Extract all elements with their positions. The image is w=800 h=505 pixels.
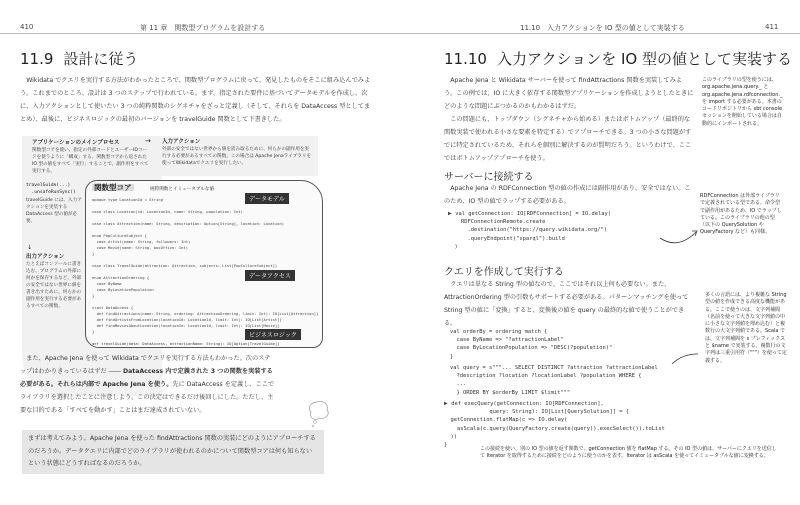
page-number-right: 411 xyxy=(765,23,779,31)
travel-call-text: travelGuide には、入力アクションを実装する DataAccess 型の値が必要。 xyxy=(26,197,82,224)
header-rule xyxy=(0,33,400,34)
section-heading xyxy=(20,48,138,69)
output-action-title: 出力アクション xyxy=(26,254,65,260)
code-order-by: val orderBy = ordering match { case ByName => "?attractionLabel" case ByLocationPopulation => "DESC(?population)" } xyxy=(450,329,613,360)
tag-data-access: データアクセス xyxy=(245,270,295,281)
section-number: 11.9 xyxy=(20,50,54,68)
output-action-note xyxy=(26,254,82,310)
section-number-right: 11.10 xyxy=(444,50,487,68)
section-title-right: 入力アクションを IO 型の値として実装する xyxy=(496,50,792,68)
side-note-rdfconnection: RDFConnection は外部ライブラリで定義されている型である。命令型で副作用があるため、IO でラップしている。このライブラリの他の型（以下の QuerySolution や QueryFactory など）も同様。 xyxy=(700,193,782,236)
section-title: 設計に従う xyxy=(63,50,139,68)
tag-data-model: データモデル xyxy=(245,193,289,204)
header-rule-right xyxy=(400,33,800,34)
subsection-heading-query: クエリを作成して実行する xyxy=(444,267,564,278)
tag-business-logic: ビジネスロジック xyxy=(245,329,301,340)
functional-core-title: 関数型コア xyxy=(94,183,132,192)
bottom-note-flatmap: この接続を使い、別の IO 型の値を返す関数で、getConnection 値を flatMap する。その IO 型の値は、サーバーにクエリを送信して Iterator を取得するために接続をどのように使うのかを表す。Iterator は asScala を使ってイミュータブルな値に変換する。 xyxy=(480,446,777,460)
side-note-import: このライブラリの型を使うには、org.apache.jena.query._ と org.apache.jena.rdfconnection._ を import する必要がある。本書のコードリポジトリから sbt console セッションを開始している場合は自動的にインポートされる。 xyxy=(702,77,783,127)
functional-core-subtitle: 純粋関数とイミュータブルな値 xyxy=(150,187,215,192)
main-process-title: アプリケーションのメインプロセス xyxy=(32,140,120,146)
code-get-connection: ▶ val getConnection: IO[RDFConnection] = IO.delay( RDFConnectionRemote.create .destination("https://query.wikidata.org/") .queryEndpoint("sparql").build ) xyxy=(448,210,612,250)
travel-call-code-2: .unsafeRunSync() xyxy=(26,190,76,196)
main-process-text: 関数型コアを使い、指定の外部コードとユーザーIDコードを使うように「構成」する。関数型コアから返された IO 型の値をすべて「実行」することで、副作用をすべて実行する。 xyxy=(32,148,149,175)
subsection-heading-connect: サーバーに接続する xyxy=(444,172,534,183)
intro-paragraph-2: この問題にも、トップダウン（シグネチャから始める）またはボトムアップ（最終的な関数実装で使われる小さな要素を特定する）でアプローチできる。3 つの小さな問題がすでに特定されているため、それらを個別に解決するのが賢明だろう。というわけで、ここではボトムアップアプローチを使う。 xyxy=(444,116,692,162)
output-action-text: たとえばコンソールに書き込む、プログラムの外部に何かを保存するなど、外部の安全ではない世界に値を書き出すために、何らかの副作用を実行する必要があるすべての関数。 xyxy=(26,262,82,310)
intro-paragraph-1: Apache Jena と Wikidata サーバーを使って findAttractions 関数を実装してみよう。この例では、IO に大きく依存する関数型アプリケーションを作成しようとしたときにどのような問題にぶつかるのかもわかるはずだ。 xyxy=(444,77,694,110)
travel-guide-call-note xyxy=(26,182,84,225)
side-note-string-interpolation: 多くの言語には、より複雑な String 型の値を作成できる高度な機能がある。ここで使うのは、文字列補間（名前を使って大きな文字列値の中に小さな文字列値を埋め込む）と複数行の大文字列値である。Scala では、文字列補間を s プレフィックスと $name で実装する。複数行の文字列は三重引用符（"""）を使って定義する。 xyxy=(705,292,787,364)
callout-arrow-icon-2 xyxy=(670,352,700,366)
main-process-note xyxy=(32,137,151,175)
code-exec-query: ▶ def execQuery(getConnection: IO[RDFConnection], query: String): IO[List[QuerySolution]] = { getConnection.flatMap(c => IO.delay( asScala(c.query(QueryFactory.create(query)).execSelect()).toList )) } xyxy=(444,400,665,449)
body-paragraph: また、Apache Jena を使って Wikidata でクエリを実行する方法もわかった。次のステップはわかりきっているはずだ ―― DataAccess 内で定義された 3 つの関数を実装する必要がある。それらは内部で Apache Jena を使う。先に DataAccess を定義し、ここでライブラリを選択したことに注意しよう。この決定はできるだけ後回しにした。ただし、主要な目的である「すべてを動かす」ことはまだ達成されていない。 xyxy=(20,355,275,414)
page-number-left: 410 xyxy=(20,23,34,31)
arrow-right-icon: → xyxy=(145,137,151,145)
intro-paragraph: Wikidata でクエリを実行する方法がわかったところで、関数型プログラムに戻って、発見したものをそこに組み込んでみよう。これまでのところ、設計は 3 つのステップで行われている。まず、指定された要件に基づいてデータモデルを作成し、次に、入力アクションとして使いたい 3 つの純粋関数のシグネチャをざっと定義し（そして、それらを DataAccess 型としてまとめ）、最後に、ビジネスロジックの最初のバージョンを travelGuide 関数として下書きした。 xyxy=(20,77,371,123)
connect-paragraph: Apache Jena の RDFConnection 型の値の作成には副作用があり、安全ではない。このため、IO 型の値でラップする必要がある。 xyxy=(444,185,691,205)
callout-arrow-icon xyxy=(658,228,700,248)
input-action-title: 入力アクション xyxy=(162,139,201,145)
running-header-left: 第 11 章 関数型プログラムを設計する xyxy=(140,24,266,32)
section-heading-right xyxy=(444,48,792,69)
query-paragraph: クエリは単なる String 型の値なので、ここではそれ以上何も必要ない。また、AttractionOrdering 型の引数もサポートする必要がある。パターンマッチングを使って String 型の値に「変換」すると、変換後の値を query の最終的な値で使うことができる。 xyxy=(444,281,689,327)
travel-call-code-1: travelGuide(...) xyxy=(26,183,71,188)
code-marker-icon: ▶ xyxy=(448,210,456,217)
core-code: opaque type LocationId = String case class Location(id: LocationId, name: String, population: Int) case class Attraction(name: String, description: Option[String], location: Location) enum PopCultureSubject { case Artist(name: String, followers: Int) case Movie(name: String, boxOffice: Int) } case class TravelGuide(attraction: Attraction, subjects: List[PopCultureSubject]) enum AttractionOrdering { case ByName case ByLocationPopulation } trait DataAccess { def findAttractions(name: String, ordering: AttractionOrdering, limit: Int): IO[List[Attraction]] def findArtistsFromLocation(locationId: LocationId, limit: Int): IO[List[Artist]] def findMoviesAboutLocation(locationId: LocationId, limit: Int): IO[List[Movie]] } def travelGuide(data: DataAccess, attractionName: String): IO[Option[TravelGuide]] xyxy=(92,197,319,346)
code-marker-icon: ▶ xyxy=(444,400,452,407)
arrow-down-icon: ↓ xyxy=(27,244,33,251)
input-action-note xyxy=(162,139,312,167)
code-query: val query = s"""... SELECT DISTINCT ?attraction ?attractionLabel ?description ?location ?locationLabel ?population WHERE { ... } ORDER BY $orderBy LIMIT $limit""" xyxy=(450,365,658,396)
input-action-text: 外部の安全ではない世界から値を読み取るために、何らかの副作用を実行する必要があるすべての関数。この場合は Apache Jenaライブラリを使ってWikidataでクエリを実行したい。 xyxy=(162,147,312,167)
think-box: まずは考えてみよう。Apache Jena を使った findAttractions 関数の実装にどのようにアプローチするのだろうか。データクエリに内部でどのライブラリが使われるのかについて関数型コアは何も知らないという状態にどうすればなるのだろうか。 xyxy=(22,430,324,474)
right-page xyxy=(400,0,800,505)
running-header-right: 11.10 入力アクションを IO 型の値として実装する xyxy=(520,24,685,32)
thought-bubble-icon xyxy=(305,400,335,430)
